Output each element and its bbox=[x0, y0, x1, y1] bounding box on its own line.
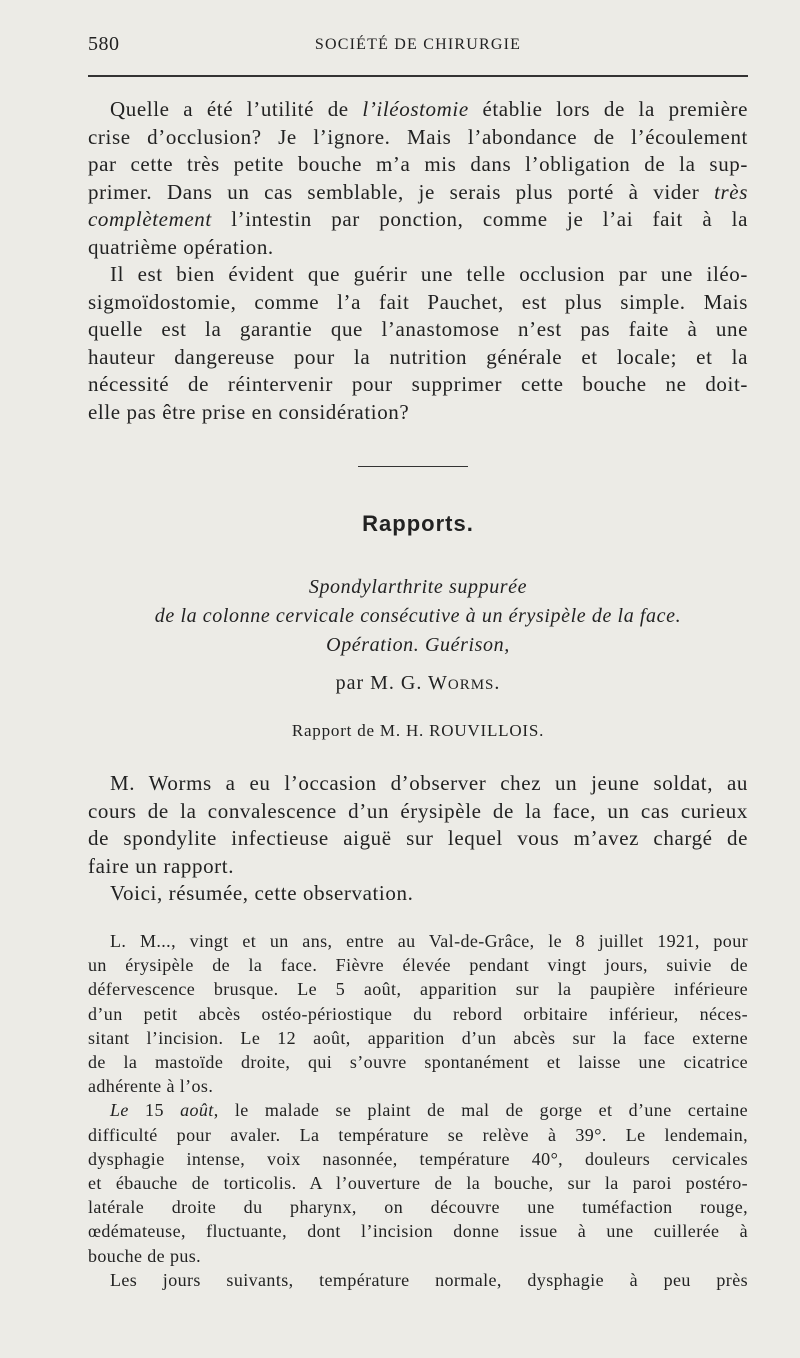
text-line: primer. Dans un cas semblable, je serais plus porté à vider très bbox=[88, 179, 748, 204]
text-line: hauteur dangereuse pour la nutrition générale et locale; et la bbox=[88, 344, 748, 369]
text-line: de spondylite infectieuse aiguë sur lequel vous m’avez chargé de bbox=[88, 826, 748, 850]
text-line: Quelle a été l’utilité de l’iléostomie établie lors de la première bbox=[110, 97, 749, 121]
intro-text bbox=[88, 96, 748, 426]
observation-text bbox=[88, 929, 748, 1292]
text-line: adhérente à l’os. bbox=[88, 1076, 214, 1097]
report-reporter: Rapport de M. H. ROUVILLOIS. bbox=[291, 721, 545, 740]
text-line: complètement l’intestin par ponction, comme je l’ai fait à la bbox=[88, 207, 748, 231]
text-line: œdémateuse, fluctuante, dont l’incision donne issue à une cuillerée à bbox=[88, 1221, 748, 1242]
section-separator bbox=[358, 466, 468, 467]
text-line: latérale droite du pharynx, on découvre une tuméfaction rouge, bbox=[88, 1197, 748, 1218]
text-line: sigmoïdostomie, comme l’a fait Pauchet, est plus simple. Mais bbox=[88, 289, 748, 314]
text-line: difficulté pour avaler. La température se relève à 39°. Le lendemain, bbox=[88, 1124, 748, 1145]
text-line: L. M..., vingt et un ans, entre au Val-de-Grâce, le 8 juillet 1921, pour bbox=[110, 931, 748, 951]
text-line: crise d’occlusion? Je l’ignore. Mais l’abondance de l’écoulement bbox=[88, 124, 748, 149]
text-line: quelle est la garantie que l’anastomose n’est pas faite à une bbox=[88, 317, 748, 341]
text-line: bouche de pus. bbox=[88, 1245, 202, 1266]
text-line: Il est bien évident que guérir une telle occlusion par une iléo- bbox=[110, 262, 748, 286]
text-line: faire un rapport. bbox=[88, 853, 235, 878]
text-line: Le 15 août, le malade se plaint de mal de gorge et d’une certaine bbox=[110, 1100, 748, 1121]
page-number: 580 bbox=[88, 33, 120, 55]
text-line: nécessité de réintervenir pour supprimer cette bouche ne doit- bbox=[88, 372, 748, 396]
text-line: sitant l’incision. Le 12 août, apparition d’un abcès sur la face externe bbox=[88, 1027, 748, 1048]
text-line: elle pas être prise en considération? bbox=[88, 399, 410, 424]
text-line: quatrième opération. bbox=[88, 234, 274, 259]
report-title bbox=[88, 573, 748, 660]
text-line: un érysipèle de la face. Fièvre élevée pendant vingt jours, suivie de bbox=[88, 955, 748, 976]
page-header bbox=[88, 33, 748, 63]
report-body bbox=[88, 770, 748, 908]
section-heading: Rapports. bbox=[362, 511, 474, 536]
text-line: Voici, résumée, cette observation. bbox=[110, 881, 414, 905]
text-line: Les jours suivants, température normale, dysphagie à peu près bbox=[110, 1269, 748, 1290]
report-title-line: de la colonne cervicale consécutive à un érysipèle de la face. bbox=[154, 605, 682, 627]
report-author: par M. G. WORMS. bbox=[335, 672, 501, 694]
text-line: M. Worms a eu l’occasion d’observer chez un jeune soldat, au bbox=[110, 771, 748, 795]
text-line: cours de la convalescence d’un érysipèle de la face, un cas curieux bbox=[88, 798, 748, 823]
report-title-line: Opération. Guérison, bbox=[326, 634, 510, 656]
running-title: SOCIÉTÉ DE CHIRURGIE bbox=[314, 36, 522, 53]
header-rule bbox=[88, 75, 748, 77]
text-line: par cette très petite bouche m’a mis dans l’obligation de la sup- bbox=[88, 152, 748, 176]
text-line: d’un petit abcès ostéo-périostique du rebord orbitaire inférieur, néces- bbox=[88, 1003, 748, 1024]
text-line: dysphagie intense, voix nasonnée, température 40°, douleurs cervicales bbox=[88, 1148, 748, 1169]
text-line: et ébauche de torticolis. A l’ouverture de la bouche, sur la paroi postéro- bbox=[88, 1173, 748, 1194]
report-title-line: Spondylarthrite suppurée bbox=[308, 576, 528, 598]
text-line: défervescence brusque. Le 5 août, apparition sur la paupière inférieure bbox=[88, 979, 748, 1000]
text-line: de la mastoïde droite, qui s’ouvre spontanément et laisse une cicatrice bbox=[88, 1052, 748, 1073]
